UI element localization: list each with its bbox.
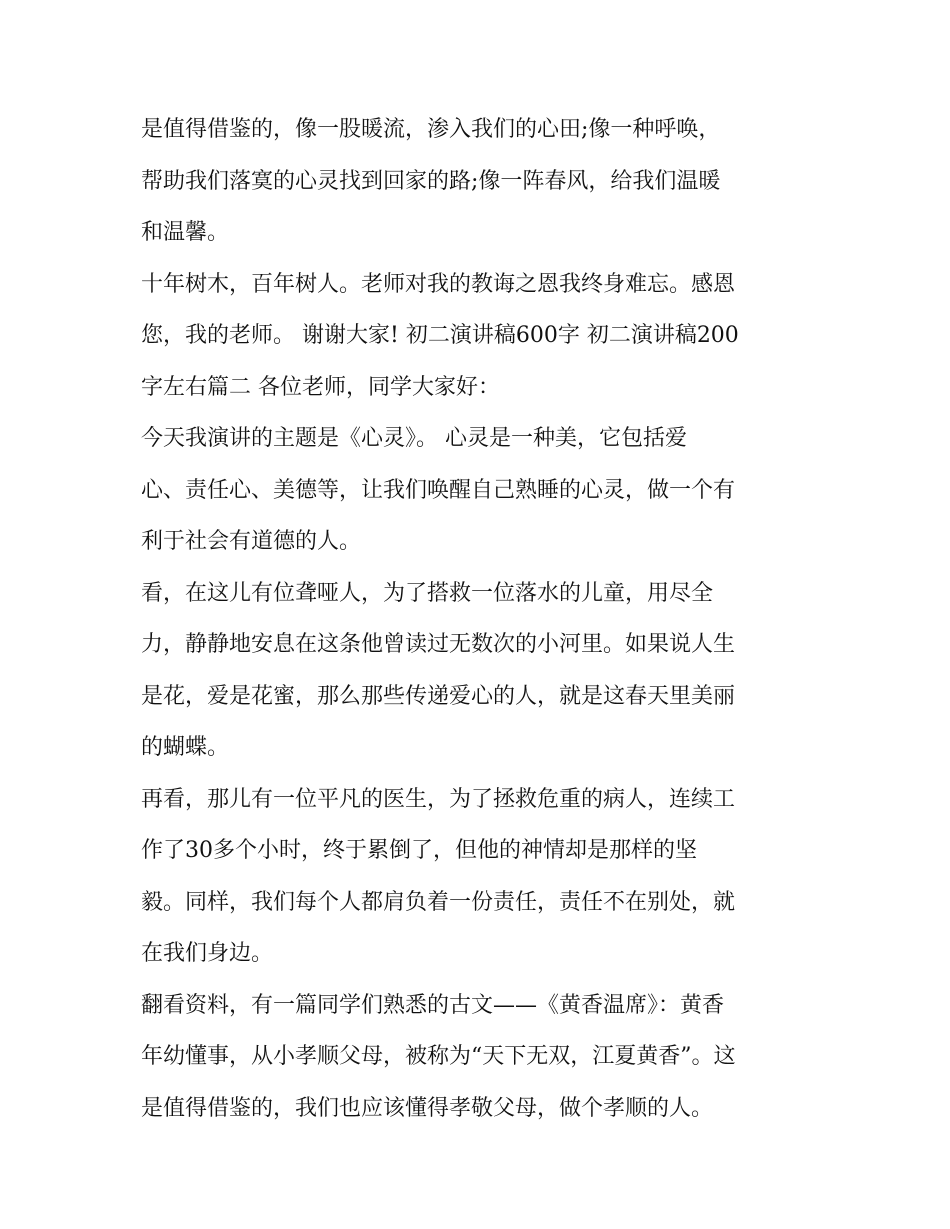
text-line-20: 是值得借鉴的，我们也应该懂得孝敬父母，做个孝顺的人。 [141, 1095, 714, 1121]
text-line-9: 利于社会有道德的人。 [141, 529, 362, 554]
text-line-16: 毅。同样，我们每个人都肩负着一份责任，责任不在别处，就 [141, 889, 736, 915]
text-line-15: 作了30多个小时，终于累倒了，但他的神情却是那样的坚 [141, 838, 697, 863]
text-line-14: 再看，那儿有一位平凡的医生，为了拯救危重的病人，连续工 [141, 786, 736, 812]
text-line-18: 翻看资料，有一篇同学们熟悉的古文——《黄香温席》：黄香 [141, 992, 725, 1018]
text-line-2: 帮助我们落寞的心灵找到回家的路;像一阵春风，给我们温暖 [141, 168, 721, 194]
text-line-4: 十年树木，百年树人。老师对我的教诲之恩我终身难忘。感恩 [141, 271, 736, 297]
text-line-6: 字左右篇二 各位老师，同学大家好： [141, 374, 500, 400]
text-line-8: 心、责任心、美德等，让我们唤醒自己熟睡的心灵，做一个有 [141, 477, 736, 503]
text-line-17: 在我们身边。 [141, 941, 274, 966]
text-line-11: 力，静静地安息在这条他曾读过无数次的小河里。如果说人生 [141, 632, 736, 657]
text-line-13: 的蝴蝶。 [141, 735, 230, 760]
document-body [141, 104, 816, 1134]
text-line-1: 是值得借鉴的，像一股暖流，渗入我们的心田;像一种呼唤， [141, 117, 721, 142]
text-line-3: 和温馨。 [141, 220, 230, 245]
text-line-19: 年幼懂事，从小孝顺父母，被称为“天下无双，江夏黄香”。这 [141, 1044, 736, 1069]
text-line-7: 今天我演讲的主题是《心灵》。 心灵是一种美，它包括爱 [141, 426, 687, 451]
text-line-10: 看，在这儿有位聋哑人，为了搭救一位落水的儿童，用尽全 [141, 580, 714, 606]
text-line-5: 您，我的老师。 谢谢大家! 初二演讲稿600字 初二演讲稿200 [141, 323, 739, 348]
text-line-12: 是花，爱是花蜜，那么那些传递爱心的人，就是这春天里美丽 [141, 683, 736, 709]
